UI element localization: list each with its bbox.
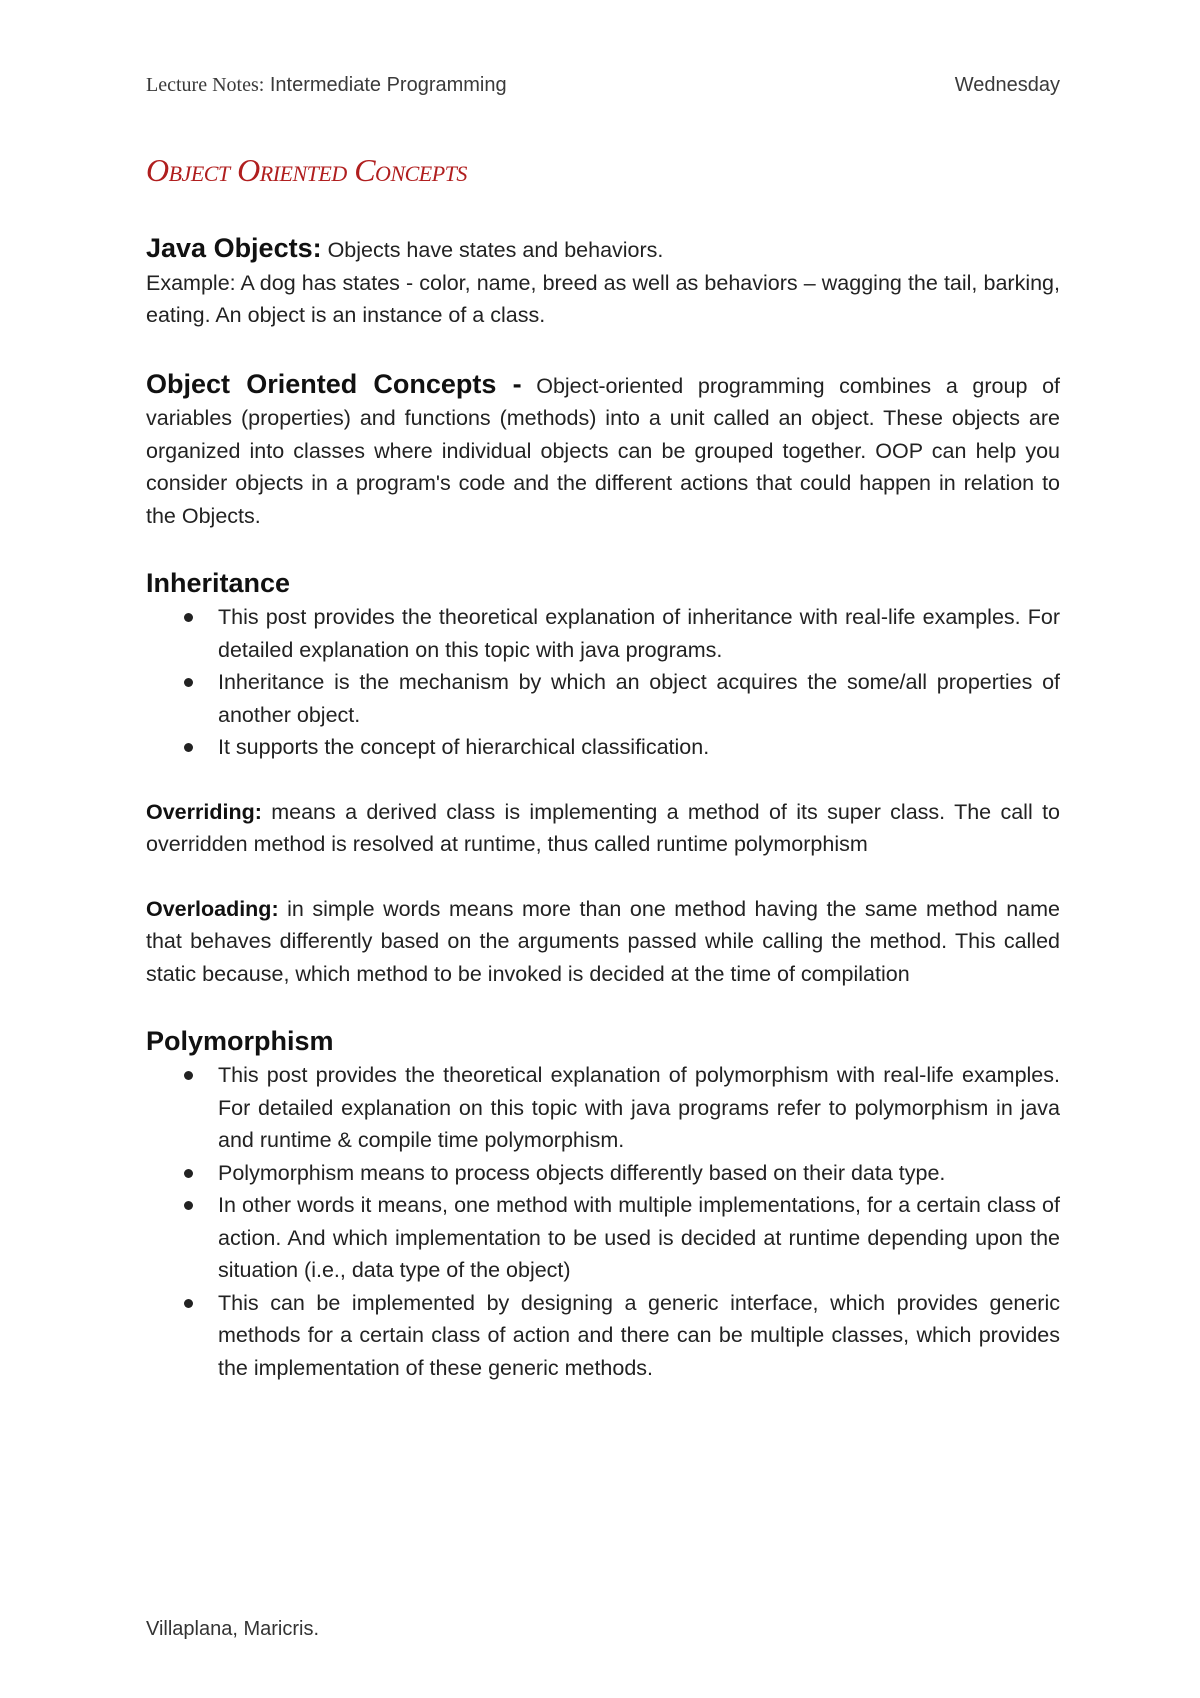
page-title: Object Oriented Concepts — [146, 152, 467, 188]
polymorphism-bullet-3: In other words it means, one method with multiple implementations, for a certain class of action. And which implementation to be used is decided at runtime depending upon the situation (i.e., data type of the object) — [218, 1193, 1060, 1282]
java-objects-term: Java Objects: — [146, 233, 322, 263]
document-body — [146, 232, 1060, 1384]
java-objects-text: Objects have states and behaviors. — [321, 238, 664, 262]
list-item — [218, 1059, 1060, 1157]
bullet-icon — [184, 743, 193, 752]
page-header — [146, 72, 1060, 98]
java-objects-paragraph — [146, 232, 1060, 267]
list-item — [218, 666, 1060, 731]
polymorphism-bullet-2: Polymorphism means to process objects differently based on their data type. — [218, 1160, 946, 1185]
inheritance-bullet-2: Inheritance is the mechanism by which an object acquires the some/all properties of another object. — [218, 670, 1060, 727]
bullet-icon — [184, 1201, 193, 1210]
header-course — [146, 72, 507, 98]
page-footer-author: Villaplana, Maricris. — [146, 1618, 320, 1640]
bullet-icon — [184, 678, 193, 687]
list-item — [218, 1189, 1060, 1287]
ooc-term: Object Oriented Concepts - — [146, 368, 522, 399]
overloading-text: in simple words means more than one method having the same method name that behaves differently based on the arguments passed while calling the method. This called static because, which method to be invoked is decided at the time of compilation — [146, 896, 1060, 986]
overloading-term: Overloading: — [146, 896, 279, 921]
bullet-icon — [184, 1071, 193, 1080]
bullet-icon — [184, 1169, 193, 1178]
overriding-paragraph — [146, 796, 1060, 861]
overloading-paragraph — [146, 893, 1060, 991]
overriding-text: means a derived class is implementing a method of its super class. The call to overridden method is resolved at runtime, thus called runtime polymorphism — [146, 799, 1060, 856]
list-item — [218, 731, 1060, 764]
overriding-term: Overriding: — [146, 799, 262, 824]
header-course-name: Intermediate Programming — [264, 74, 507, 96]
header-course-lead: Lecture Notes: — [146, 74, 265, 96]
polymorphism-heading: Polymorphism — [146, 1026, 334, 1056]
list-item — [218, 601, 1060, 666]
bullet-icon — [184, 613, 193, 622]
list-item — [218, 1287, 1060, 1385]
java-objects-example: Example: A dog has states - color, name, breed as well as behaviors – wagging the tail, barking, eating. An object is an instance of a class. — [146, 270, 1060, 327]
list-item — [218, 1157, 1060, 1190]
polymorphism-bullet-1: This post provides the theoretical explanation of polymorphism with real-life examples. For detailed explanation on this topic with java programs refer to polymorphism in java and runtime & compile time polymorphism. — [218, 1063, 1060, 1152]
inheritance-bullet-1: This post provides the theoretical explanation of inheritance with real-life examples. For detailed explanation on this topic with java programs. — [218, 605, 1060, 662]
polymorphism-bullet-4: This can be implemented by designing a generic interface, which provides generic methods for a certain class of action and there can be multiple classes, which provides the implementation of these generic methods. — [218, 1290, 1060, 1380]
ooc-text: Object-oriented programming combines a group of variables (properties) and functions (methods) into a unit called an object. These objects are organized into classes where individual objects can be grouped together. OOP can help you consider objects in a program's code and the different actions that could happen in relation to the Objects. — [146, 373, 1060, 528]
bullet-icon — [184, 1299, 193, 1308]
inheritance-bullet-3: It supports the concept of hierarchical classification. — [218, 735, 710, 759]
polymorphism-list — [146, 1059, 1060, 1384]
inheritance-heading: Inheritance — [146, 568, 291, 598]
ooc-paragraph — [146, 368, 1060, 533]
header-day: Wednesday — [954, 74, 1060, 96]
inheritance-list — [146, 601, 1060, 764]
